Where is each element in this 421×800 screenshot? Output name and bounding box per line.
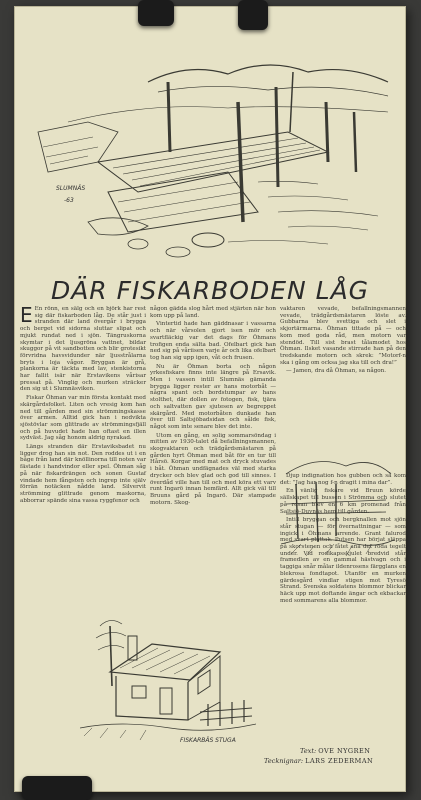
illustration-signature: FISKARBÄS STUGA (180, 737, 236, 744)
credit-illustrator: LARS ZEDERMAN (305, 757, 374, 765)
paragraph: En rönn, en sälg och en björk har rest sig där fiskarboden låg. De står just i stranden där land övergår i brygga och berget vid sidorna sluttar slipat och mjukt rundat ned i sjön. Tängruskorna skymtar i det ljusgröna vattnet, bildar skuggor på vit sandbotten och blir grotesikt förvridna havsvidunder när ljusstrålarna bryts i loja vågor. Bryggan är grå, plankorna är täckta med lav, stenkistorna har fallit isär när Erstavikens vårisar pressat på. Vinglig och murken sträcker den sig ut i Slumnäsviken. (20, 306, 146, 393)
article-column-2 (150, 306, 276, 508)
paragraph: Intill bryggan och bergknallen mot sjön står stugan — för övernattningar — som ingick i Öhmans arrende. Grant falurod med svart plåttak. Putsen har börjat släppa på skorstenen och fåtet ana det röda tegelt under. Vid rodikapsskjulet bredvid står framedlen av en gammal hästvagn och i taggiga snår målar ildenrosens färgglans en blekrosa fondtapot. Utanför en murken gärdesgård vindlar stigen mot Tyresö Strand. Svenska soldatens blommor blickar häck upp mot doftande ängar och ekbackar med sommarens alla blommor. (280, 517, 406, 604)
credits (264, 746, 404, 766)
dropcap: E (20, 303, 33, 327)
binder-clip-bottom-left (22, 776, 92, 800)
newspaper-clipping (14, 6, 406, 792)
cottage-illustration (80, 616, 256, 746)
paragraph: — Jamen, dra då Öhman, sa någon. (286, 368, 387, 375)
binder-clip-top-left (138, 0, 174, 26)
paragraph: Längs stranden där Erstaviksbadet nu ligger drog han sin not. Den roddes ut i en båge från land där knöllinorna till noten var fästade i handvindor eller spel. Öhman såg på när fiskardrängen och sonen Gustaf vindade hem fångsten och ingrep inte själv förrän notäcken nådde land. Silvervit strömming glittrade genom maskorna, abborrar spände sina vassa ryggfenor och (20, 444, 146, 504)
paragraph: Djup indignation hos gubben och så kom det: ”Jag har nog f-n dragit i mina dar”. (280, 473, 406, 486)
dock-illustration (28, 12, 398, 270)
credit-drawing-label: Tecknignar: (264, 757, 304, 765)
paragraph: vaktaren vevade, befallningsmannen vevade, trädgårdsmästaren löste av. Gubbarna blev svettiga och slet i skjortärmarna. Öhman tittade på — och kom med goda råd, men motorn var stendöd. Till sist brast tålamodet hos Öhman. Ilsket vasande stirrade han på den tredskande motorn och skrek: ”Motorf-n ska i gång om ocksa jag ska till och dra!” (280, 306, 406, 366)
paragraph: En vänlig fiskare vid Bruun körde sällskapet till bussen i Strömma och slutet på resan blev en 6 km promenad från Saltsjö-Duvnäs hem till gården. (280, 488, 406, 515)
article-column-1 (20, 303, 146, 506)
field-illustration (276, 444, 396, 562)
paragraph: Nu är Öhman borta och någon yrkesfiskare finns inte längre på Ersavik. Men i vassen intill Slumnäs gämanda brygga ligger rester av hans motorbåt — några spant och bordstumpar av hans stolthet, där dollen av fotogen, fisk, tjära och saltvatten gav sjutesen av begreppet skärgård. Med motorbåten dunkade han över till Saltsjöbadsidan och sålde fisk, något som inte senare blev det inte. (150, 363, 276, 430)
credit-author: OVE NYGREN (318, 747, 371, 755)
paragraph: Utom en gång, en solig sommarsöndag i mitten av 1930-talet då befallningsmannen, skogvaktaren och trädgårdsmästaren på gården hyrt Öhman med båt för en tur till Hårsö. Korgar med mat och dryck stuvades i båt. Öhman undfägnades väl med starka drycker och blev glad och god till sinnes. I överdåd ville han till och med köra ett varv runt Ingarö innan hemfärd. Allt gick väl till Bruuns gård på Ingarö. Där stampade motorn. Skog- (150, 432, 276, 506)
binder-clip-top-right (238, 0, 268, 30)
illustration-signature-date: -63 (64, 197, 74, 204)
credit-text-label: Text: (300, 747, 317, 755)
paragraph: Fiskar Öhman var min första kontakt med skärgårdsfolket. Liten och vresig kom han ned till gården med sin strömmingskasse över armen. Alltid gick han i nedvikta sjöstövlar som glittrade av strömmingsfjäll och på huvudet hade han oftast en illen sydväst. Jag såg honom aldrig nyrakad. (20, 395, 146, 442)
paragraph: någon gädda slog hårt med stjärten när hon kom upp på land. (150, 306, 276, 319)
paragraph: Vintertid hade han gäddnasar i vassarna och när vårsolen gjort isen mör och svartfläckig var det dags för Öhmans trofigen enda sälta bad. Ofelbart gick han ned sig på våriisen varje år och lika ofelbart tog han sig upp igen, våt och frusen. (150, 321, 276, 361)
illustration-signature: SLUMNÄS (56, 185, 86, 192)
headline: DÄR FISKARBODEN LÅG (50, 276, 370, 305)
